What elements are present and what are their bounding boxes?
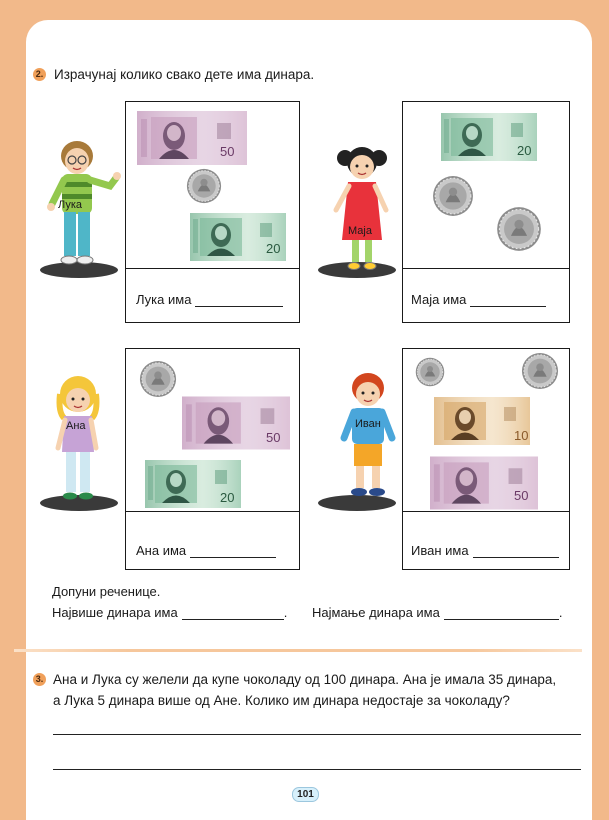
answer-luka [136,292,283,307]
banknote-value: 50 [266,430,281,445]
task-3-line-2: а Лука 5 динара више од Ане. Колико им динара недостаје за чоколаду? [53,693,510,708]
writing-line[interactable] [53,734,581,735]
coin-icon [496,206,542,252]
answer-ana [136,543,276,558]
child-name-ana: Ана [66,420,86,432]
answer-label: Иван има [411,543,469,558]
coin-icon [415,357,445,387]
child-name-maja: Маја [348,225,372,237]
answer-label: Лука има [136,292,192,307]
sentence-least: Најмање динара има . [312,605,563,620]
answer-blank[interactable] [190,545,276,558]
task-3-number-badge: 3. [33,673,46,686]
banknote-value: 50 [220,144,235,159]
coin-icon [521,352,559,390]
sentence-least-blank[interactable] [444,607,559,620]
answer-ivan [411,543,559,558]
sentence-most-blank[interactable] [182,607,284,620]
girl-ana-illustration [50,372,110,506]
boy-ivan-illustration [336,366,402,506]
banknote-value: 20 [517,143,532,158]
child-name-ivan: Иван [355,418,381,430]
sentence-least-label: Најмање динара има [312,605,440,620]
child-name-luka: Лука [58,199,83,211]
coin-icon [186,168,222,204]
answer-label: Маја има [411,292,467,307]
page-number: 101 [292,787,319,802]
task-2-number-badge: 2. [33,68,46,81]
answer-maja [411,292,546,307]
answer-blank[interactable] [470,294,546,307]
banknote-value: 10 [514,428,529,443]
answer-blank[interactable] [473,545,559,558]
coin-icon [139,360,177,398]
writing-line[interactable] [53,769,581,770]
boy-luka-illustration [44,134,126,274]
answer-label: Ана има [136,543,187,558]
answer-blank[interactable] [195,294,283,307]
task-2-instruction: Израчунај колико свако дете има динара. [54,67,315,82]
banknote-value: 20 [220,490,235,505]
sentence-most-label: Највише динара има [52,605,178,620]
sentence-most: Највише динара има . [52,605,288,620]
section-divider [14,649,582,652]
banknote-value: 20 [266,241,281,256]
complete-sentences-heading: Допуни реченице. [52,584,161,599]
coin-icon [432,175,474,217]
task-3-line-1: Ана и Лука су желели да купе чоколаду од 100 динара. Ана је имала 35 динара, [53,672,557,687]
banknote-value: 50 [514,488,529,503]
girl-maja-illustration [332,140,392,274]
